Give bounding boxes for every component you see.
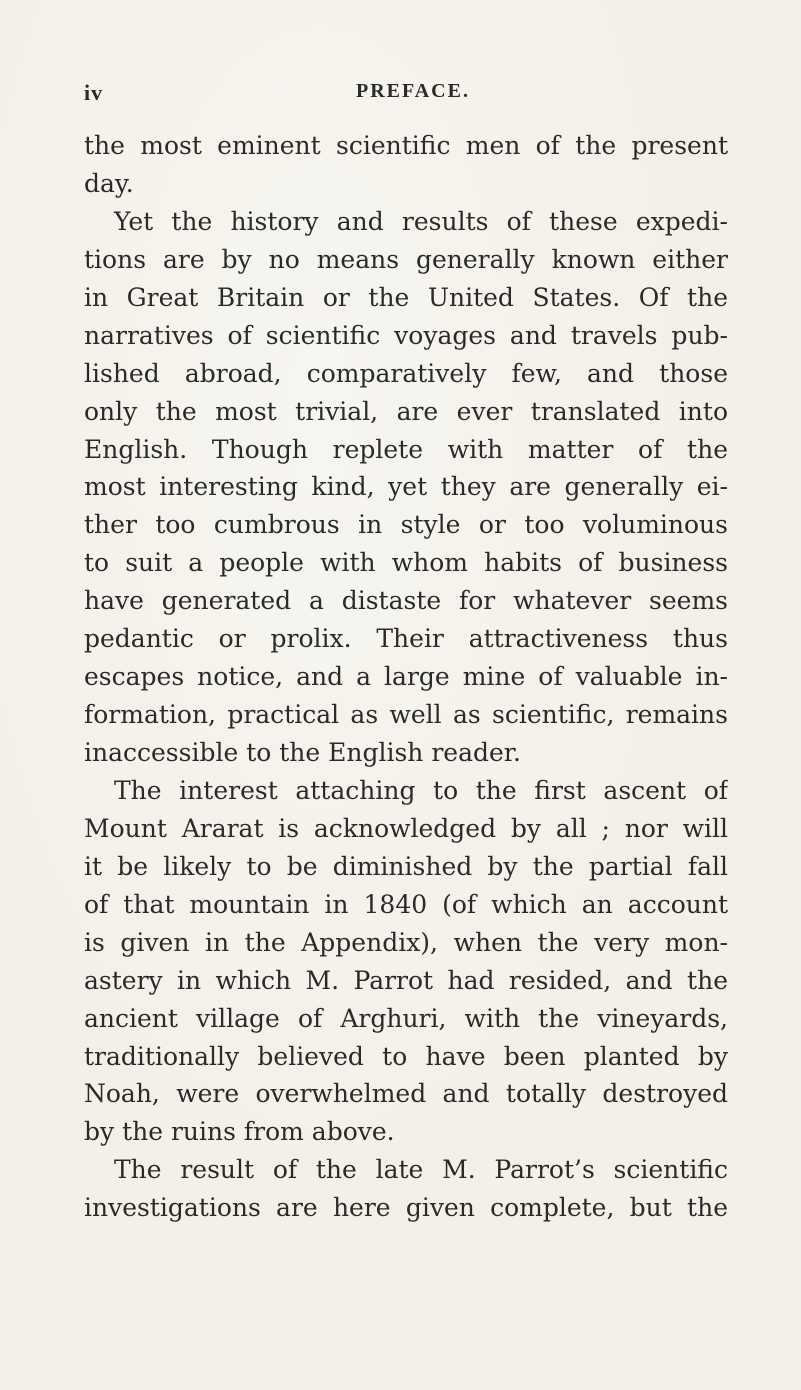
text-line: formation, practical as well as scientific, remains — [84, 700, 728, 730]
text-line: day. — [84, 168, 134, 198]
text-line: English. Though replete with matter of the — [84, 434, 728, 464]
text-line: Noah, were overwhelmed and totally destroyed — [84, 1079, 728, 1109]
text-line: of that mountain in 1840 (of which an account — [84, 889, 728, 919]
text-line: The interest attaching to the first ascent of — [114, 775, 728, 805]
text-line: inaccessible to the English reader. — [84, 738, 521, 767]
text-line: Yet the history and results of these expedi- — [114, 206, 728, 236]
running-head-title: PREFACE. — [356, 80, 470, 102]
text-line: lished abroad, comparatively few, and those — [84, 358, 728, 388]
body-text — [84, 127, 728, 1227]
text-line: by the ruins from above. — [84, 1117, 395, 1147]
text-line: The result of the late M. Parrot’s scientific — [114, 1155, 728, 1185]
page-number: iv — [84, 80, 104, 105]
text-line: escapes notice, and a large mine of valuable in- — [84, 662, 728, 692]
text-line: most interesting kind, yet they are generally ei- — [84, 472, 728, 502]
text-line: astery in which M. Parrot had resided, and the — [84, 965, 728, 995]
text-line: Mount Ararat is acknowledged by all ; nor will — [84, 813, 728, 843]
text-line: it be likely to be diminished by the partial fall — [84, 851, 728, 881]
text-line: traditionally believed to have been planted by — [84, 1041, 728, 1071]
text-line: investigations are here given complete, but the — [84, 1193, 728, 1223]
text-line: the most eminent scientific men of the present — [84, 131, 728, 160]
text-line: narratives of scientific voyages and travels pub- — [84, 320, 728, 350]
text-line: tions are by no means generally known either — [84, 244, 728, 274]
text-line: in Great Britain or the United States. Of the — [84, 282, 728, 312]
text-line: ancient village of Arghuri, with the vineyards, — [84, 1003, 728, 1033]
text-line: is given in the Appendix), when the very mon- — [84, 927, 728, 957]
running-head — [84, 80, 724, 106]
text-line: to suit a people with whom habits of business — [84, 548, 728, 578]
text-line: have generated a distaste for whatever seems — [84, 586, 728, 616]
text-line: pedantic or prolix. Their attractiveness thus — [84, 624, 728, 654]
text-line: ther too cumbrous in style or too voluminous — [84, 510, 728, 540]
text-line: only the most trivial, are ever translated into — [84, 396, 728, 426]
